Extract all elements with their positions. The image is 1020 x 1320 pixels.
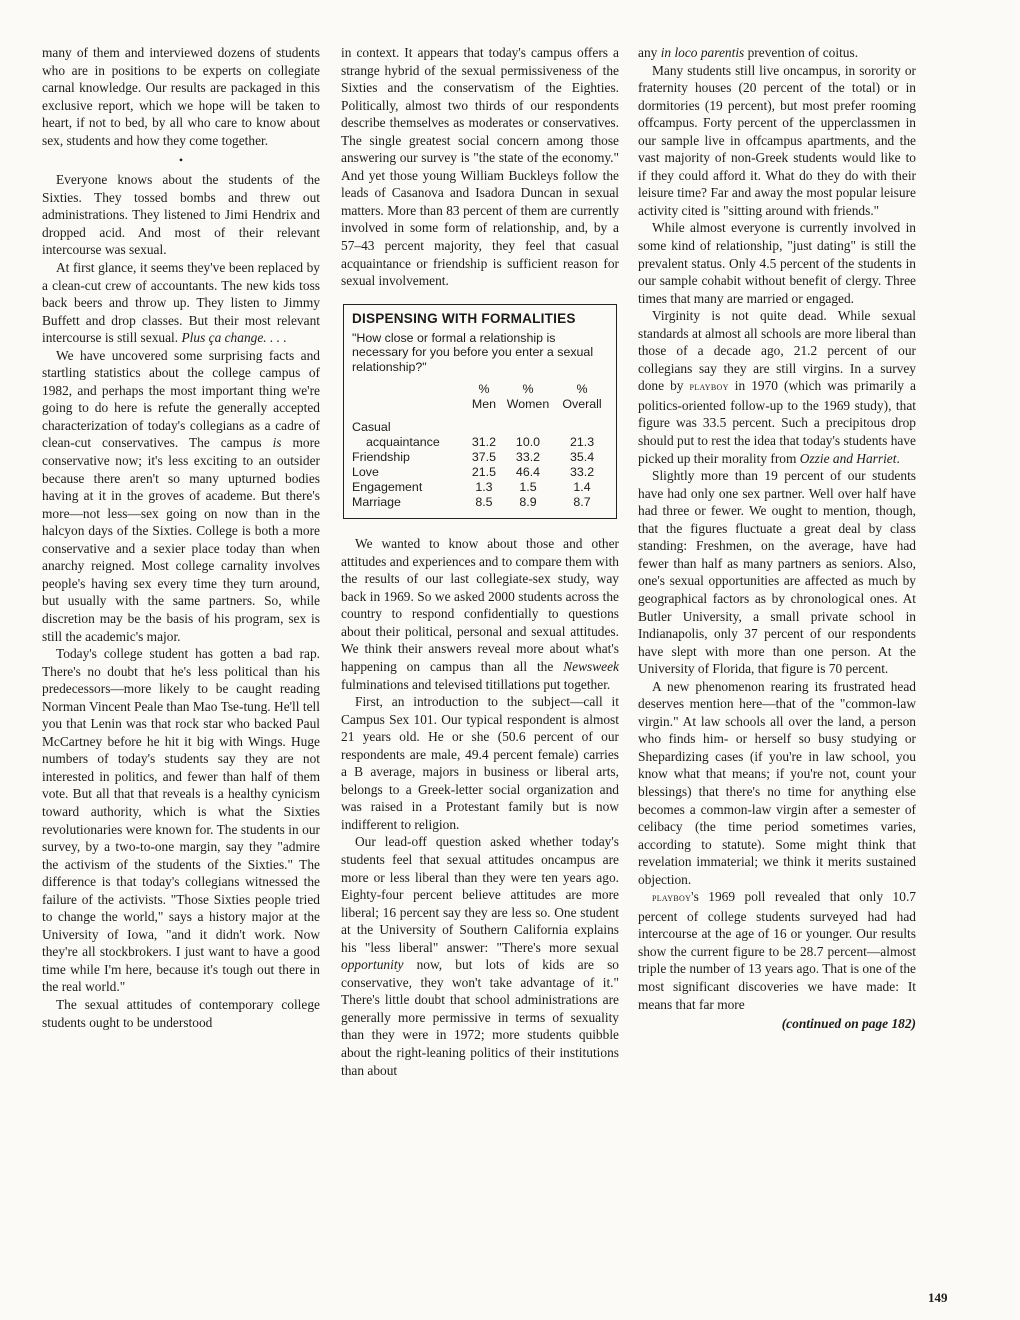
cell-men: 1.3 (475, 480, 493, 495)
cell-men: 31.2 (471, 435, 497, 450)
row-label: Casual (352, 420, 391, 435)
paragraph: playboy's 1969 poll revealed that only 10.7 percent of college students surveyed had had intercourse at the age of 16 or younger. Our results show the current figure to be 28.7 percent—almost triple the number of 13 years ago. That is one of the most significant discoveries we have made: It means that far more (638, 889, 916, 1012)
table-row (352, 435, 608, 450)
paragraph: Everyone knows about the students of the Sixties. They tossed bombs and threw out administrations. They listened to Jimi Hendrix and dropped acid. And most of their relevant intercourse was sexual. (42, 172, 320, 258)
table-header-blank (352, 397, 468, 412)
paragraph: Many students still live oncampus, in sorority or fraternity houses (20 percent of the total) or in dormitories (19 percent), but most prefer rooming offcampus. Forty percent of the upperclassmen in our sample live in offcampus apartments, and the vast majority of non-Greek students would like to if they could afford it. What do they do with their leisure time? Far and away the most popular leisure activity cited is "sitting around with friends." (638, 62, 916, 218)
paragraph: Today's college student has gotten a bad rap. There's no doubt that he's less political than his predecessors—more likely to be caught reading Norman Vincent Peale than Mao Tse-tung. He'll tell you that Lenin was that rock star who backed Paul McCartney before he hit it big with Wings. Huge numbers of today's students say they are not interested in politics, and fewer than half of them vote. But all that that reveals is a healthy cynicism toward authority, which is what the Sixties revolutionaries were known for. The students in our survey, by a two-to-one margin, say they "admire the activism of the students of the Sixties." The difference is that today's collegians witnessed the failure of the activists. "Those Sixties people tried to change the world," says a history major at the University of Iowa, "and it didn't work. Now they're all stockbrokers. I just want to have a good time while I'm here, because it's tough out there in the real world." (42, 646, 320, 995)
paragraph: We wanted to know about those and other attitudes and experiences and to compare them with the results of our last collegiate-sex study, way back in 1969. So we asked 2000 students across the country to respond confidentially to questions about their political, personal and sexual attitudes. We think their answers reveal more about what's happening on campus than all the Newsweek fulminations and televised titillations put together. (341, 536, 619, 692)
table-row (352, 480, 608, 495)
table-header-pct: % (478, 382, 490, 397)
table-header-pct: % (522, 382, 534, 397)
paragraph: Our lead-off question asked whether today's students feel that sexual attitudes oncampus are more or less liberal than they were ten years ago. Eighty-four percent believe attitudes are more liberal; 16 percent say they are less so. One student at the University of Southern California explains his "less liberal" answer: "There's more sexual opportunity now, but lots of kids are so conservative, they won't take advantage of it." There's little doubt that school administrations are generally more permissive in terms of sexuality than they were in 1972; more students quibble about the right-leaning politics of their institutions than about (341, 834, 619, 1078)
cell-overall: 8.7 (573, 495, 591, 510)
page-number: 149 (928, 1290, 948, 1305)
cell-overall: 35.4 (569, 450, 595, 465)
table-header-men: Men (471, 397, 496, 412)
paragraph: First, an introduction to the subject—call it Campus Sex 101. Our typical respondent is almost 21 years old. He or she (50.6 percent of our respondents are male, 49.4 percent female) carries a B average, majors in business or liberal arts, belongs to a Greek-letter social organization and was raised in a Protestant family but is now indifferent to religion. (341, 694, 619, 832)
paragraph: At first glance, it seems they've been replaced by a clean-cut crew of accountants. The new kids toss back beers and throw up. They listen to Jimmy Buffett and drop classes. But their most relevant intercourse is still sexual. Plus ça change. . . . (42, 260, 320, 346)
cell-overall: 21.3 (569, 435, 595, 450)
paragraph: Virginity is not quite dead. While sexual standards at almost all schools are more liberal than those of a decade ago, 21.2 percent of our collegians say they are still virgins. In a survey done by playboy in 1970 (which was primarily a politics-oriented follow-up to the 1969 study), that figure was 33.5 percent. Such a precipitous drop should put to rest the idea that today's students have picked up their morality from Ozzie and Harriet. (638, 308, 916, 466)
row-label: Marriage (352, 495, 401, 510)
paragraph: any in loco parentis prevention of coitus. (638, 45, 859, 60)
table-row (352, 450, 608, 465)
text-column-1 (42, 44, 320, 1031)
cell-women: 33.2 (515, 450, 541, 465)
paragraph: The sexual attitudes of contemporary college students ought to be understood (42, 996, 320, 1030)
table-row (352, 465, 608, 480)
survey-table (352, 382, 608, 510)
table-title: DISPENSING WITH FORMALITIES (352, 310, 576, 326)
cell-women: 10.0 (515, 435, 541, 450)
table-row (352, 495, 608, 510)
text-column-3 (638, 44, 916, 1033)
table-header-blank (352, 382, 468, 397)
paragraph: A new phenomenon rearing its frustrated head deserves mention here—that of the "common-law virgin." At law schools all over the land, a person who finds him- or herself so busy studying or Shepardizing cases (if you're in law school, you know what that means; if you're not, count your blessings) that there's no time for anything else becomes a common-law virgin after a semester of celibacy (the time period sometimes varies, according to statute). Some might think that revelation immaterial; we think it merits sustained objection. (638, 678, 916, 887)
table-header-women: Women (506, 397, 550, 412)
row-label: Friendship (352, 450, 410, 465)
table-header-pct: % (576, 382, 588, 397)
table-header-overall: Overall (562, 397, 602, 412)
section-divider-bullet: • (178, 153, 184, 168)
paragraph: While almost everyone is currently involved in some kind of relationship, "just dating" is still the prevalent status. Only 4.5 percent of the students in our sample cohabit without benefit of clergy. Three times that many are married or engaged. (638, 220, 916, 306)
cell-men: 21.5 (471, 465, 497, 480)
cell-overall: 1.4 (573, 480, 591, 495)
paragraph: many of them and interviewed dozens of students who are in positions to be experts on collegiate carnal knowledge. Our results are packaged in this exclusive report, which we hope will be taken to heart, if not to bed, by all who care to know about sex, students and how they come together. (42, 45, 320, 148)
row-label: acquaintance (366, 435, 440, 450)
survey-table-box (343, 304, 617, 520)
cell-men: 8.5 (475, 495, 493, 510)
text-column-2 (341, 44, 619, 1079)
cell-overall: 33.2 (569, 465, 595, 480)
cell-women: 8.9 (519, 495, 537, 510)
row-label: Love (352, 465, 379, 480)
cell-women: 1.5 (519, 480, 537, 495)
paragraph: in context. It appears that today's campus offers a strange hybrid of the sexual permissiveness of the Sixties and the conservatism of the Eighties. Politically, almost two thirds of our respondents describe themselves as moderates or conservatives. The single greatest social concern among those answering our survey is "the state of the economy." And yet those young William Buckleys follow the leads of Casanova and Isadora Duncan in sexual matters. More than 83 percent of them are currently involved in some form of relationship, and, by a 57–43 percent majority, they feel that casual acquaintance or friendship is sufficient reason for sexual involvement. (341, 45, 619, 289)
cell-women: 46.4 (515, 465, 541, 480)
cell-men: 37.5 (471, 450, 497, 465)
continued-notice: (continued on page 182) (781, 1016, 916, 1032)
table-question: "How close or formal a relationship is necessary for you before you enter a sexual relationship?" (352, 330, 594, 374)
table-row (352, 420, 608, 435)
paragraph: Slightly more than 19 percent of our students have had only one sex partner. Well over half have had three or fewer. We ought to mention, though, that the figures fluctuate a great deal by class standing: Freshmen, on the average, have had fewer than half as many partners as seniors. Also, one's sexual opportunities are affected as much by geographical factors as by chronological ones. At Butler University, a small private school in Indianapolis, only 37 percent of our respondents have slept with more than one person. At the University of Florida, that figure is 70 percent. (638, 468, 916, 677)
paragraph: We have uncovered some surprising facts and startling statistics about the college campus of 1982, and perhaps the most important thing we're going to do here is refute the generally accepted characterization of today's collegians as a cadre of clean-cut conservatives. The campus is more conservative now; it's less exciting to an outsider because there aren't so many upturned bodies having at it in the groves of academe. But there's more—not less—sex going on now than in the halcyon days of the Sixties. College is both a more conservative and a sexier place today than when anarchy reigned. Most college carnality involves people's having sex every time they turn around, but usually with the same partners. So, while discretion may be the basis of his program, sex is still the academic's major. (42, 347, 320, 644)
row-label: Engagement (352, 480, 423, 495)
